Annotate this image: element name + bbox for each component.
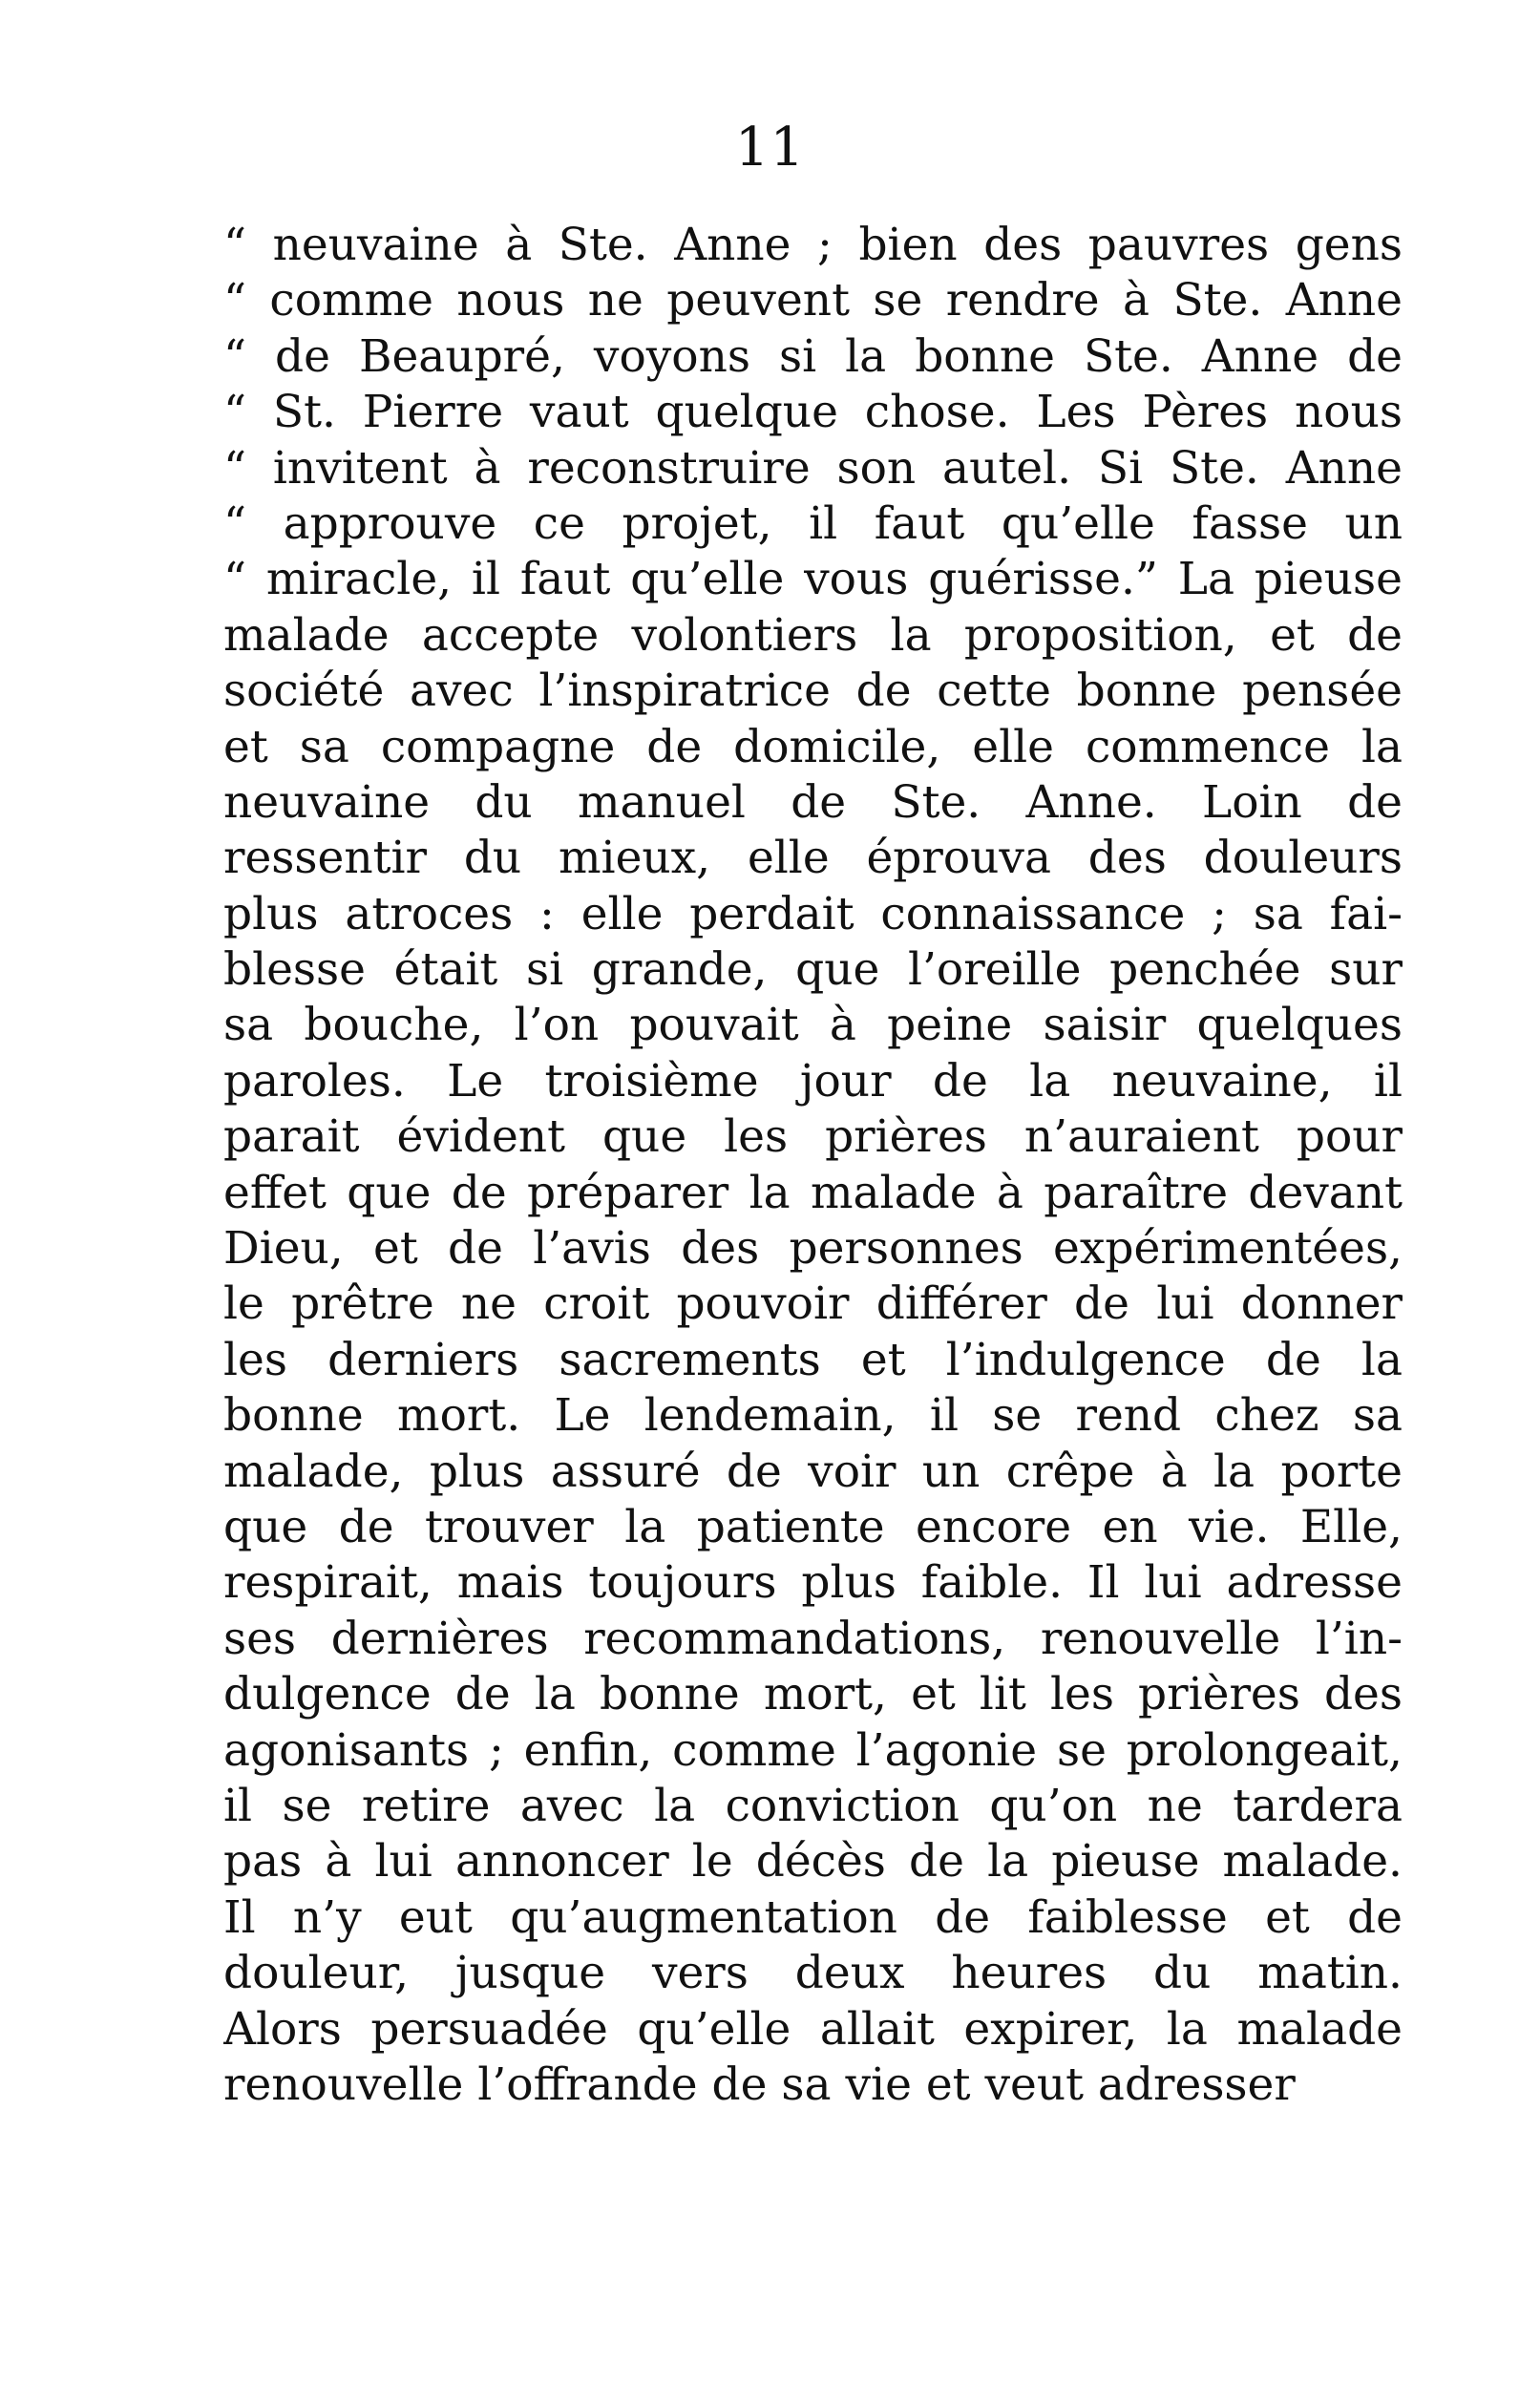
- text-line: pas à lui annoncer le décès de la pieuse malade.: [223, 1835, 1403, 1889]
- text-line: agonisants ; enfin, comme l’agonie se prolongeait,: [223, 1723, 1403, 1777]
- text-line: “ neuvaine à Ste. Anne ; bien des pauvres gens: [223, 219, 1403, 271]
- text-line: “ approuve ce projet, il faut qu’elle fasse un: [223, 496, 1403, 550]
- page-number: 11: [734, 116, 806, 179]
- text-line: ses dernières recommandations, renouvelle l’in-: [223, 1612, 1403, 1665]
- text-line: le prêtre ne croit pouvoir différer de lui donner: [223, 1277, 1403, 1331]
- text-line: “ de Beaupré, voyons si la bonne Ste. Anne de: [223, 329, 1403, 383]
- text-line: ressentir du mieux, elle éprouva des douleurs: [223, 832, 1403, 885]
- text-line: “ invitent à reconstruire son autel. Si Ste. Anne: [223, 441, 1403, 495]
- text-line: Dieu, et de l’avis des personnes expérimentées,: [223, 1222, 1403, 1276]
- text-line: Alors persuadée qu’elle allait expirer, la malade: [223, 2002, 1403, 2056]
- body-text: [223, 218, 1403, 2113]
- text-line: les derniers sacrements et l’indulgence de la: [223, 1333, 1403, 1386]
- text-line: et sa compagne de domicile, elle commence la: [223, 720, 1403, 773]
- text-line: douleur, jusque vers deux heures du matin.: [223, 1947, 1403, 2000]
- text-line: bonne mort. Le lendemain, il se rend chez sa: [223, 1389, 1403, 1443]
- text-line: blesse était si grande, que l’oreille penchée sur: [223, 943, 1403, 997]
- text-line: malade accepte volontiers la proposition, et de: [223, 608, 1403, 662]
- text-line: “ comme nous ne peuvent se rendre à Ste. Anne: [223, 274, 1403, 327]
- text-line: il se retire avec la conviction qu’on ne tardera: [223, 1779, 1403, 1832]
- text-line: plus atroces : elle perdait connaissance ; sa fai-: [223, 887, 1403, 940]
- text-line: effet que de préparer la malade à paraître devant: [223, 1166, 1403, 1219]
- text-line: paroles. Le troisième jour de la neuvaine, il: [223, 1054, 1403, 1108]
- text-line: malade, plus assuré de voir un crêpe à la porte: [223, 1445, 1403, 1498]
- text-line: que de trouver la patiente encore en vie. Elle,: [223, 1500, 1403, 1553]
- text-line: “ miracle, il faut qu’elle vous guérisse.” La pieuse: [223, 553, 1403, 606]
- text-line: parait évident que les prières n’auraient pour: [223, 1110, 1403, 1164]
- text-line: renouvelle l’offrande de sa vie et veut adresser: [223, 2058, 1296, 2111]
- text-line: “ St. Pierre vaut quelque chose. Les Pères nous: [223, 386, 1403, 439]
- text-line: société avec l’inspiratrice de cette bonne pensée: [223, 665, 1403, 718]
- text-line: Il n’y eut qu’augmentation de faiblesse et de: [223, 1890, 1403, 1944]
- text-line: respirait, mais toujours plus faible. Il lui adresse: [223, 1556, 1403, 1610]
- text-line: dulgence de la bonne mort, et lit les prières des: [223, 1668, 1403, 1721]
- text-line: sa bouche, l’on pouvait à peine saisir quelques: [223, 999, 1403, 1052]
- text-line: neuvaine du manuel de Ste. Anne. Loin de: [223, 775, 1403, 829]
